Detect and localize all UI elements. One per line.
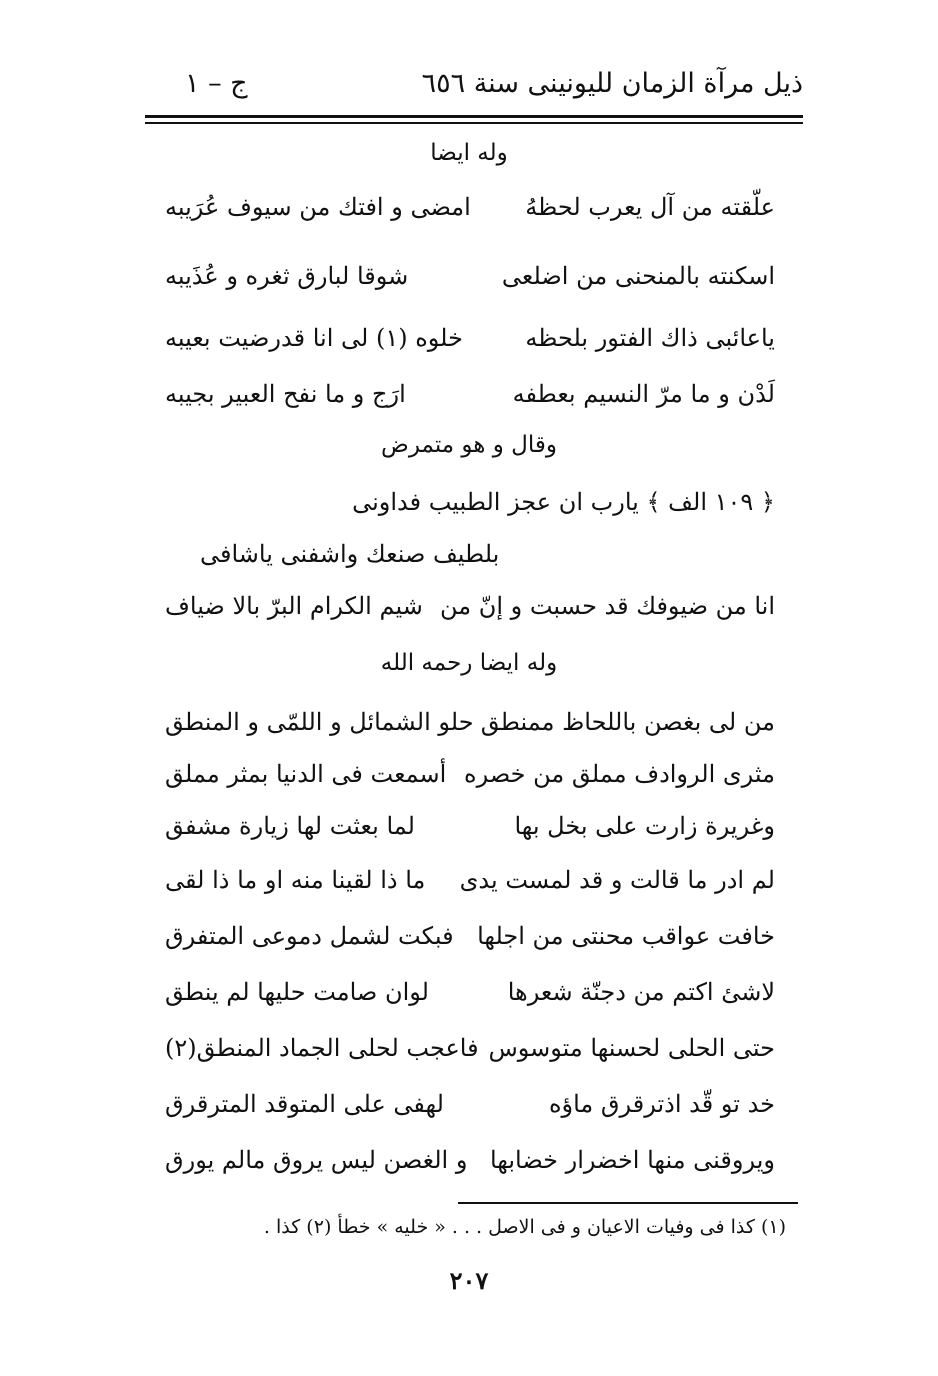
verse-first-hemistich: لم ادر ما قالت و قد لمست يدى bbox=[459, 866, 775, 894]
verse-second-hemistich: شوقا لبارق ثغره و عُذَيبه bbox=[165, 262, 409, 290]
header-rule-thin bbox=[145, 122, 803, 124]
verse-second-hemistich: بلطيف صنعك واشفنى ياشافى bbox=[200, 540, 500, 568]
verse-second-hemistich: لما بعثت لها زيارة مشفق bbox=[165, 812, 415, 840]
page-number: ٢٠٧ bbox=[449, 1266, 489, 1295]
section-heading: وله ايضا رحمه الله bbox=[380, 650, 558, 676]
verse-second-hemistich: امضى و افتك من سيوف عُرَيبه bbox=[165, 193, 471, 221]
section-heading: وقال و هو متمرض bbox=[381, 432, 557, 458]
verse-second-hemistich: ما ذا لقينا منه او ما ذا لقى bbox=[165, 866, 426, 894]
verse-first-hemistich: خافت عواقب محنتى من اجلها bbox=[477, 922, 775, 950]
header-rule-thick bbox=[145, 115, 803, 118]
verse-first-hemistich: ياعائبى ذاك الفتور بلحظه bbox=[525, 324, 775, 352]
footnote: (١) كذا فى وفيات الاعيان و فى الاصل . . . « خليه » خطأ (٢) كذا . bbox=[263, 1216, 786, 1238]
verse-second-hemistich: حلو الشمائل و اللمّى و المنطق bbox=[165, 708, 474, 736]
verse-second-hemistich: أسمعت فى الدنيا بمثر مملق bbox=[165, 760, 447, 788]
verse-second-hemistich: لهفى على المتوقد المترقرق bbox=[165, 1090, 444, 1118]
verse-second-hemistich: لوان صامت حليها لم ينطق bbox=[165, 978, 429, 1006]
verse-second-hemistich: فبكت لشمل دموعى المتفرق bbox=[165, 922, 454, 950]
verse-second-hemistich: شيم الكرام البرّ بالا ضياف bbox=[165, 592, 423, 620]
verse-first-hemistich: من لى بغصن باللحاظ ممنطق bbox=[480, 708, 775, 736]
verse-second-hemistich: فاعجب لحلى الجماد المنطق(٢) bbox=[165, 1034, 479, 1062]
verse-second-hemistich: ارَج و ما نفح العبير بجيبه bbox=[165, 380, 406, 408]
section-heading: وله ايضا bbox=[430, 140, 508, 166]
verse-first-hemistich: لَدْن و ما مرّ النسيم بعطفه bbox=[512, 380, 775, 408]
verse-first-hemistich: ويروقنى منها اخضرار خضابها bbox=[489, 1146, 775, 1174]
running-title: ذيل مرآة الزمان لليونينى سنة ٦٥٦ bbox=[421, 68, 803, 99]
verse-first-hemistich: انا من ضيوفك قد حسبت و إنّ من bbox=[439, 592, 775, 620]
verse-first-hemistich: وغريرة زارت على بخل بها bbox=[514, 812, 775, 840]
page-header bbox=[145, 62, 803, 112]
verse-first-hemistich: اسكنته بالمنحنى من اضلعى bbox=[501, 262, 775, 290]
verse-first-hemistich: حتى الحلى لحسنها متوسوس bbox=[488, 1034, 775, 1062]
verse-first-hemistich: علّقته من آل يعرب لحظهُ bbox=[525, 193, 775, 221]
verse-first-hemistich: مثرى الروادف مملق من خصره bbox=[464, 760, 775, 788]
verse-first-hemistich: خد تو قّد اذترقرق ماؤه bbox=[548, 1090, 775, 1118]
verse-first-hemistich: لاشئ اكتم من دجنّة شعرها bbox=[507, 978, 775, 1006]
verse-second-hemistich: خلوه (١) لى انا قدرضيت بعيبه bbox=[165, 324, 463, 352]
verse-first-hemistich: ﴿ ١٠٩ الف ﴾ يارب ان عجز الطبيب فداونى bbox=[352, 488, 775, 516]
verse-second-hemistich: و الغصن ليس يروق مالم يورق bbox=[165, 1146, 468, 1174]
volume-number: ج – ١ bbox=[185, 68, 248, 99]
footnote-rule bbox=[458, 1202, 798, 1204]
